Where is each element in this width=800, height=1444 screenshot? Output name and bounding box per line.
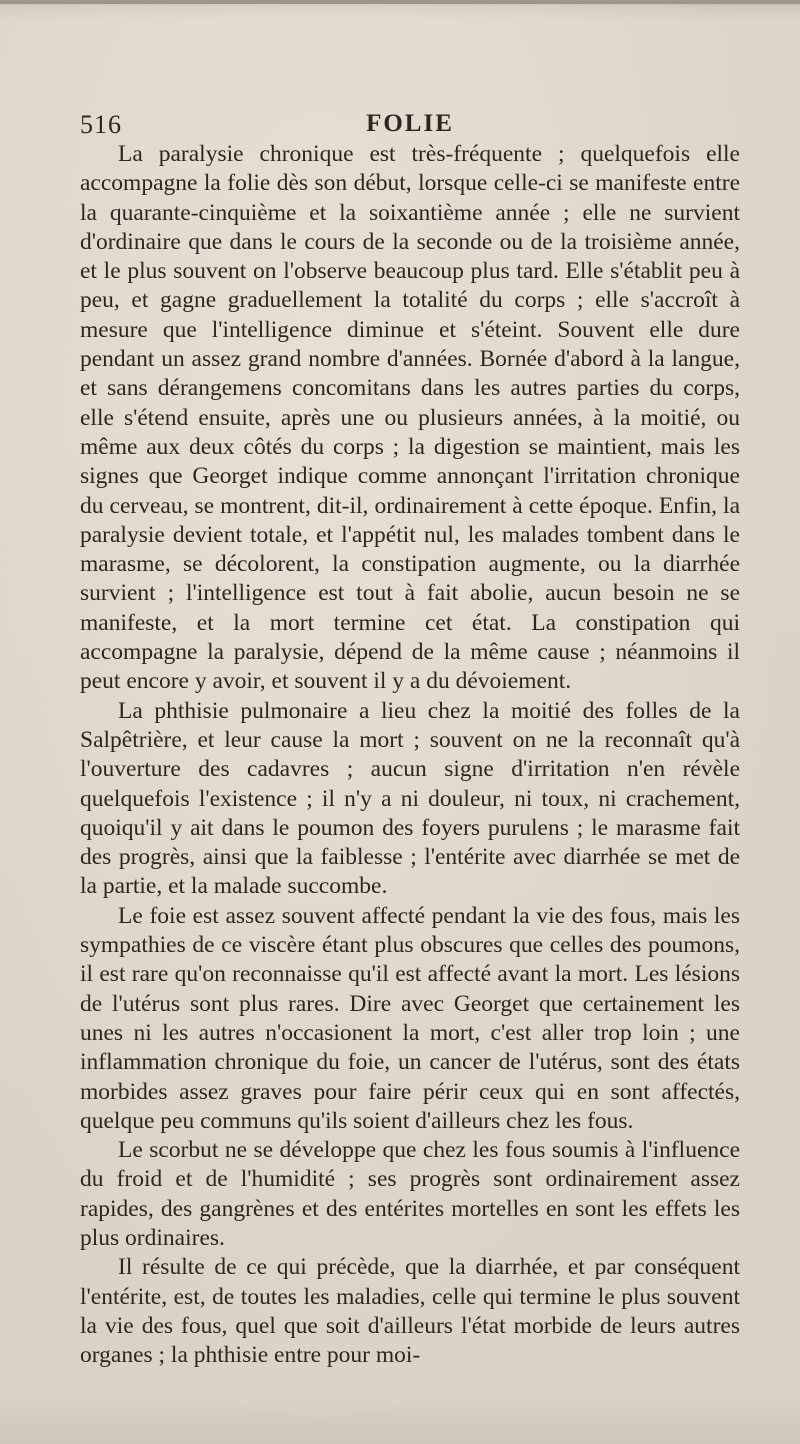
paragraph-phthisie: La phthisie pulmonaire a lieu chez la moitié des folles de la Salpêtrière, et leur cause la mort ; souvent on ne la reconnaît qu'à l'ouverture des cadavres ; aucun signe d'irritation n'en révèle quelquefois l'existence ; il n'y a ni douleur, ni toux, ni crachement, quoiqu'il y ait dans le poumon des foyers purulens ; le marasme fait des progrès, ainsi que la faiblesse ; l'entérite avec diarrhée se met de la partie, et la malade succombe.: [80, 697, 740, 900]
paragraph-conclusion: Il résulte de ce qui précède, que la diarrhée, et par conséquent l'entérite, est, de toutes les maladies, celle qui termine le plus souvent la vie des fous, quel que soit d'ailleurs l'état morbide de leurs autres organes ; la phthisie entre pour moi-: [80, 1254, 740, 1369]
paragraph-scorbut: Le scorbut ne se développe que chez les fous soumis à l'influence du froid et de l'humidité ; ses progrès sont ordinairement assez rapides, des gangrènes et des entérites mortelles en sont les effets les plus ordinaires.: [80, 1137, 740, 1251]
page-number: 516: [80, 110, 122, 139]
paragraph-paralysie: La paralysie chronique est très-fréquente ; quelquefois elle accompagne la folie dès son début, lorsque celle-ci se manifeste entre la quarante-cinquième et la soixantième année ; elle ne survient d'ordinaire que dans le cours de la seconde ou de la troisième année, et le plus souvent on l'observe beaucoup plus tard. Elle s'établit peu à peu, et gagne graduellement la totalité du corps ; elle s'accroît à mesure que l'intelligence diminue et s'éteint. Souvent elle dure pendant un assez grand nombre d'années. Bornée d'abord à la langue, et sans dérangemens concomitans dans les autres parties du corps, elle s'étend ensuite, après une ou plusieurs années, à la moitié, ou même aux deux côtés du corps ; la digestion se maintient, mais les signes que Georget indique comme annonçant l'irritation chronique du cerveau, se montrent, dit-il, ordinairement à cette époque. Enfin, la paralysie devient totale, et l'appétit nul, les malades tombent dans le marasme, se décolorent, la constipation augmente, ou la diarrhée survient ; l'intelligence est tout à fait abolie, aucun besoin ne se manifeste, et la mort termine cet état. La constipation qui accompagne la paralysie, dépend de la même cause ; néanmoins il peut encore y avoir, et souvent il y a du dévoiement.: [80, 141, 740, 695]
paragraph-foie: Le foie est assez souvent affecté pendant la vie des fous, mais les sympathies de ce viscère étant plus obscures que celles des poumons, il est rare qu'on reconnaisse qu'il est affecté avant la mort. Les lésions de l'utérus sont plus rares. Dire avec Georget que certainement les unes ni les autres n'occasionent la mort, c'est aller trop loin ; une inflammation chronique du foie, un cancer de l'utérus, sont des états morbides assez graves pour faire périr ceux qui en sont affectés, quelque peu communs qu'ils soient d'ailleurs chez les fous.: [80, 902, 740, 1134]
page-top-edge: [0, 0, 800, 4]
body-text: [80, 140, 740, 1370]
running-title: FOLIE: [366, 110, 454, 137]
page-header: [80, 110, 740, 144]
